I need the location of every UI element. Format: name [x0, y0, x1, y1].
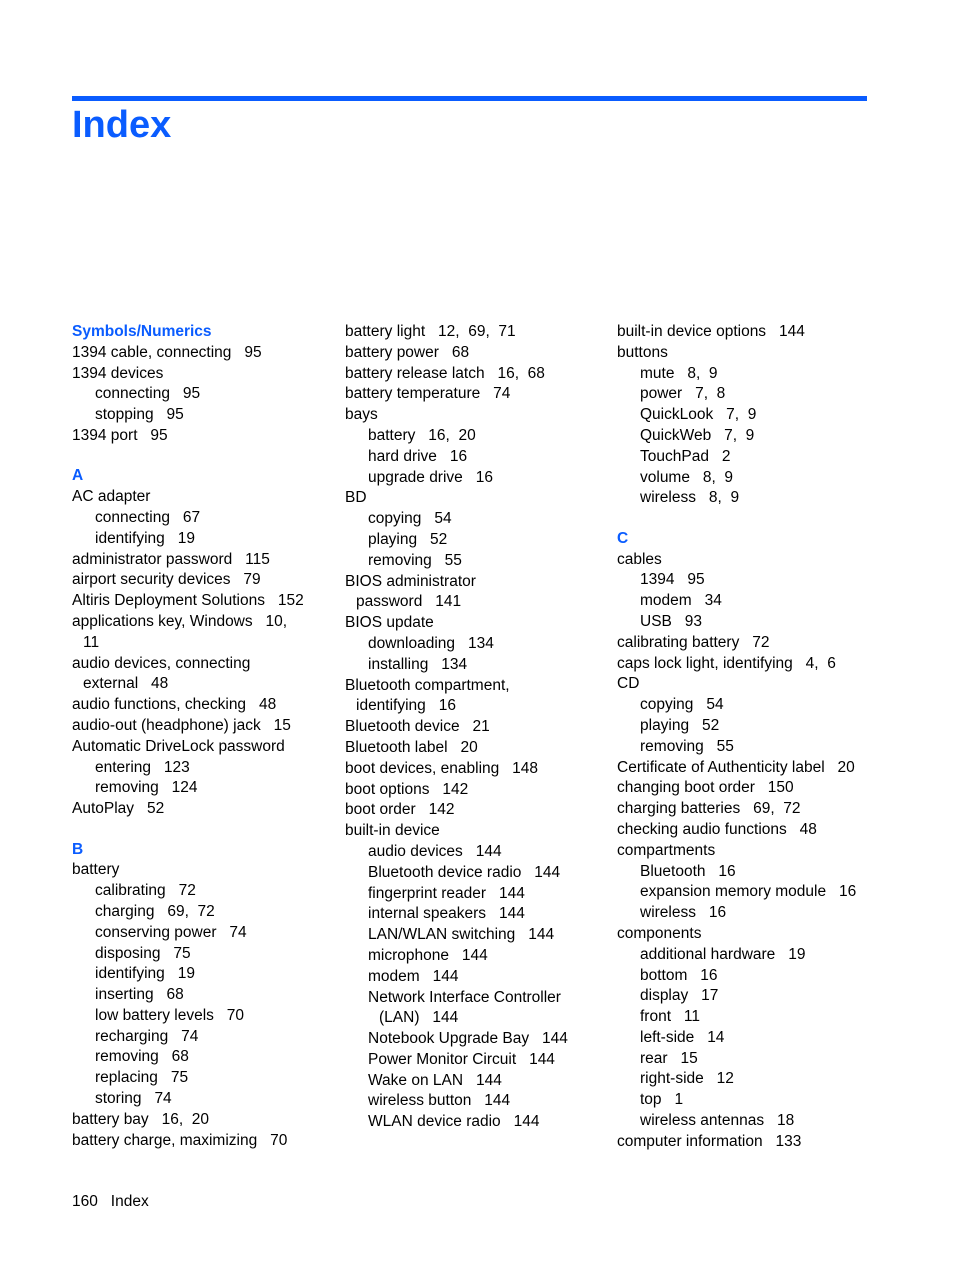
index-subentry: playing 52 [368, 530, 448, 548]
index-subentry: low battery levels 70 [95, 1006, 245, 1024]
index-subentry: storing 74 [95, 1090, 172, 1108]
index-entry: 1394 port 95 [72, 426, 168, 444]
section-heading: C [617, 529, 629, 547]
index-subentry: right-side 12 [640, 1070, 734, 1088]
index-subentry: (LAN) 144 [379, 1009, 459, 1027]
index-entry: compartments [617, 841, 716, 859]
index-entry: 11 [83, 633, 100, 651]
index-entry: calibrating battery 72 [617, 633, 770, 651]
index-entry: battery temperature 74 [345, 385, 511, 403]
section-gap [617, 509, 879, 529]
index-subentry: display 17 [640, 987, 719, 1005]
index-subentry: conserving power 74 [95, 923, 247, 941]
index-subentry: modem 34 [640, 592, 722, 610]
index-subentry: front 11 [640, 1008, 701, 1026]
index-entry: audio devices, connecting [72, 654, 251, 672]
page-title: Index [72, 104, 172, 146]
index-subentry: copying 54 [368, 510, 452, 528]
index-subentry: wireless 16 [640, 904, 727, 922]
section-heading: Symbols/Numerics [72, 323, 212, 340]
index-entry: airport security devices 79 [72, 571, 261, 589]
index-subentry: expansion memory module 16 [640, 883, 857, 901]
index-entry: CD [617, 675, 640, 693]
index-subentry: rear 15 [640, 1049, 698, 1067]
index-subentry: WLAN device radio 144 [368, 1113, 540, 1131]
index-entry: Altiris Deployment Solutions 152 [72, 592, 304, 610]
index-subentry: fingerprint reader 144 [368, 884, 525, 902]
section-heading: B [72, 840, 84, 858]
index-subentry: 1394 95 [640, 571, 705, 589]
index-entry: cables [617, 550, 662, 568]
index-entry: battery light 12, 69, 71 [345, 323, 516, 340]
index-entry: audio functions, checking 48 [72, 696, 277, 714]
index-entry: battery release latch 16, 68 [345, 364, 545, 382]
index-subentry: removing 68 [95, 1048, 189, 1066]
index-subentry: USB 93 [640, 612, 703, 630]
section-gap [72, 447, 334, 467]
index-subentry: TouchPad 2 [640, 447, 731, 465]
index-entry: audio-out (headphone) jack 15 [72, 716, 291, 734]
index-subentry: left-side 14 [640, 1028, 725, 1046]
index-subentry: connecting 95 [95, 385, 201, 403]
index-subentry: inserting 68 [95, 986, 184, 1004]
index-subentry: power 7, 8 [640, 385, 726, 403]
index-column-1 [72, 322, 334, 1151]
index-subentry: Network Interface Controller [368, 988, 561, 1006]
index-subentry: upgrade drive 16 [368, 468, 493, 486]
index-entry: buttons [617, 343, 668, 361]
index-entry: Bluetooth device 21 [345, 718, 490, 736]
index-subentry: removing 124 [95, 779, 198, 797]
index-subentry: modem 144 [368, 967, 459, 985]
index-subentry: volume 8, 9 [640, 468, 734, 486]
index-entry: changing boot order 150 [617, 779, 794, 797]
index-entry: 1394 cable, connecting 95 [72, 343, 262, 361]
index-subentry: playing 52 [640, 716, 720, 734]
index-entry: battery [72, 861, 120, 879]
index-subentry: charging 69, 72 [95, 902, 215, 920]
index-subentry: LAN/WLAN switching 144 [368, 926, 555, 944]
index-entry: BIOS update [345, 614, 434, 632]
index-entry: AutoPlay 52 [72, 800, 165, 818]
index-entry: caps lock light, identifying 4, 6 [617, 654, 836, 672]
footer-label: Index [110, 1193, 149, 1210]
index-entry: Bluetooth compartment, [345, 676, 510, 694]
index-entry: built-in device [345, 822, 440, 840]
index-subentry: hard drive 16 [368, 447, 468, 465]
index-subentry: QuickLook 7, 9 [640, 406, 757, 424]
section-gap [72, 820, 334, 840]
index-entry: built-in device options 144 [617, 323, 805, 340]
index-subentry: disposing 75 [95, 944, 191, 962]
index-entry: external 48 [83, 675, 169, 693]
index-subentry: wireless 8, 9 [640, 489, 740, 507]
index-subentry: QuickWeb 7, 9 [640, 426, 755, 444]
index-subentry: microphone 144 [368, 946, 488, 964]
index-subentry: removing 55 [368, 551, 462, 569]
index-entry: Bluetooth label 20 [345, 738, 478, 756]
index-entry: Automatic DriveLock password [72, 737, 285, 755]
index-entry: Certificate of Authenticity label 20 [617, 758, 855, 776]
index-entry: identifying 16 [356, 697, 456, 715]
index-entry: boot order 142 [345, 801, 455, 819]
index-subentry: battery 16, 20 [368, 426, 476, 444]
index-entry: password 141 [356, 593, 462, 611]
index-entry: 1394 devices [72, 364, 164, 382]
page-footer [72, 1192, 149, 1212]
index-subentry: Notebook Upgrade Bay 144 [368, 1030, 568, 1048]
index-entry: applications key, Windows 10, [72, 612, 288, 630]
index-subentry: mute 8, 9 [640, 364, 718, 382]
index-subentry: calibrating 72 [95, 882, 196, 900]
index-entry: components [617, 924, 702, 942]
index-subentry: downloading 134 [368, 634, 494, 652]
index-subentry: identifying 19 [95, 529, 195, 547]
index-entry: boot options 142 [345, 780, 469, 798]
index-entry: checking audio functions 48 [617, 820, 817, 838]
index-entry: administrator password 115 [72, 550, 270, 568]
index-subentry: connecting 67 [95, 508, 201, 526]
index-entry: charging batteries 69, 72 [617, 800, 801, 818]
index-subentry: entering 123 [95, 758, 190, 776]
index-subentry: replacing 75 [95, 1069, 189, 1087]
index-column-2 [345, 322, 607, 1133]
index-subentry: Power Monitor Circuit 144 [368, 1050, 555, 1068]
index-subentry: internal speakers 144 [368, 905, 525, 923]
index-subentry: Bluetooth 16 [640, 862, 736, 880]
index-entry: battery charge, maximizing 70 [72, 1131, 288, 1149]
index-subentry: wireless antennas 18 [640, 1112, 795, 1130]
index-subentry: bottom 16 [640, 966, 718, 984]
index-subentry: removing 55 [640, 737, 734, 755]
index-subentry: audio devices 144 [368, 842, 502, 860]
index-entry: bays [345, 406, 378, 424]
index-subentry: additional hardware 19 [640, 945, 806, 963]
index-entry: BIOS administrator [345, 572, 476, 590]
index-subentry: top 1 [640, 1091, 684, 1109]
page-number: 160 [72, 1193, 98, 1210]
title-rule [72, 96, 867, 101]
index-subentry: stopping 95 [95, 406, 184, 424]
index-column-3 [617, 322, 879, 1153]
index-subentry: installing 134 [368, 655, 468, 673]
index-subentry: wireless button 144 [368, 1092, 511, 1110]
index-subentry: Bluetooth device radio 144 [368, 863, 561, 881]
index-entry: battery power 68 [345, 343, 470, 361]
index-entry: battery bay 16, 20 [72, 1110, 210, 1128]
index-entry: boot devices, enabling 148 [345, 759, 539, 777]
index-entry: BD [345, 489, 367, 507]
index-subentry: identifying 19 [95, 965, 195, 983]
section-heading: A [72, 467, 84, 485]
index-subentry: copying 54 [640, 696, 724, 714]
index-subentry: recharging 74 [95, 1027, 199, 1045]
index-entry: AC adapter [72, 488, 151, 506]
index-entry: computer information 133 [617, 1132, 802, 1150]
index-subentry: Wake on LAN 144 [368, 1071, 502, 1089]
